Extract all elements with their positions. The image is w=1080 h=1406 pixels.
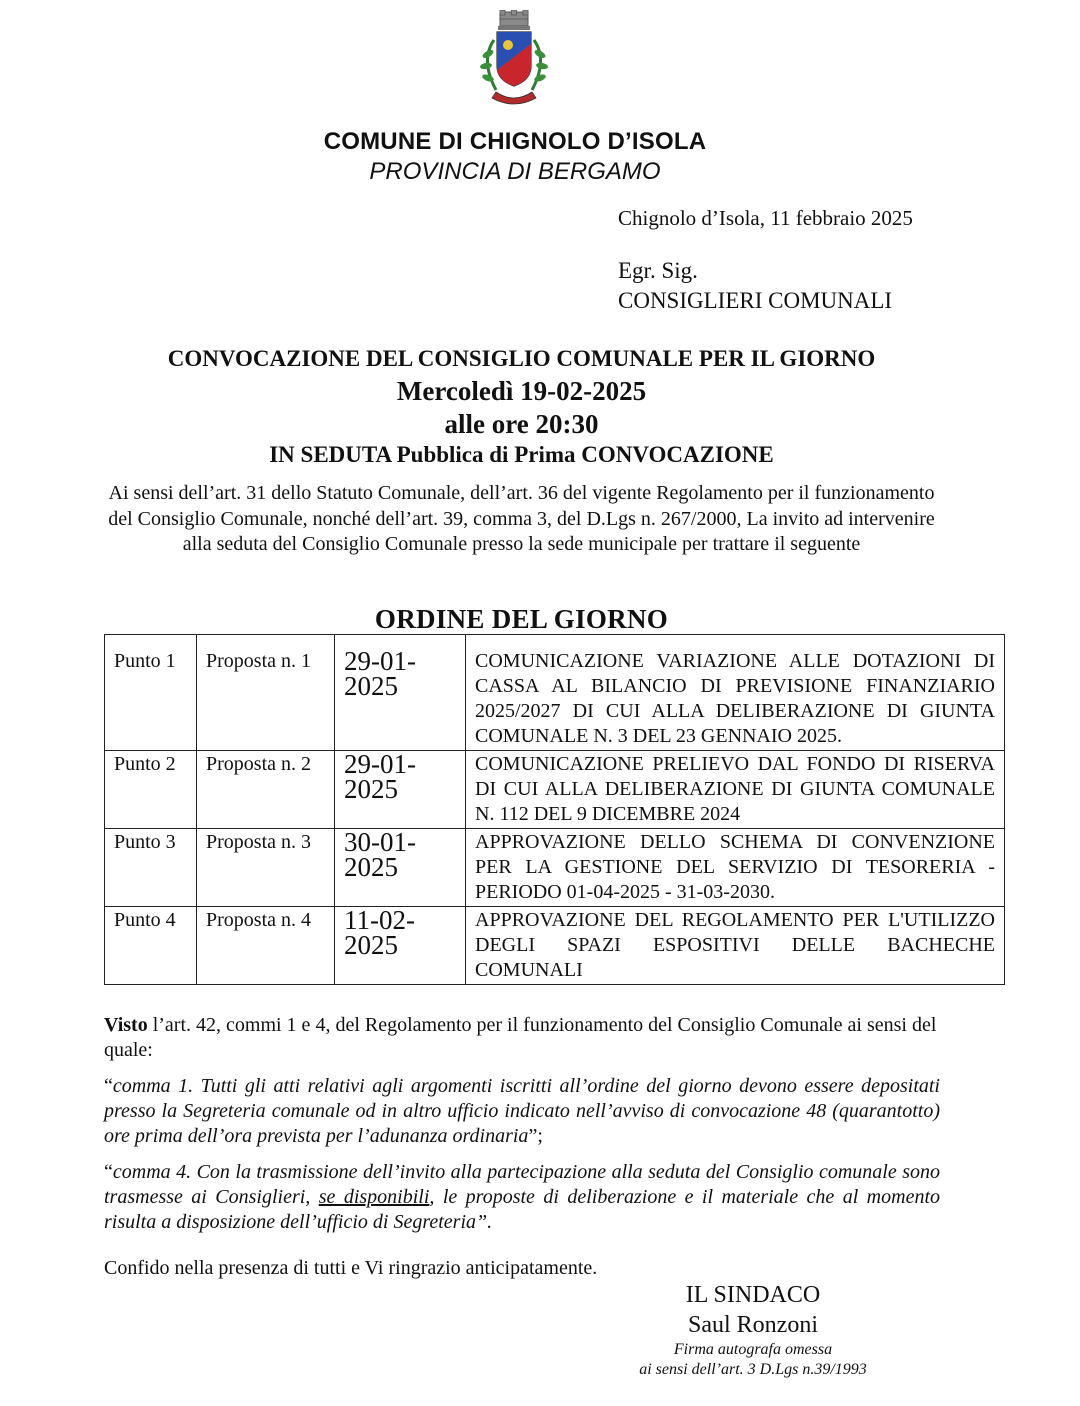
agenda-description: APPROVAZIONE DEL REGOLAMENTO PER L'UTILIZZO DEGLI SPAZI ESPOSITIVI DELLE BACHECHE COMUNALI [466, 907, 1005, 985]
agenda-date: 30-01-2025 [335, 829, 466, 907]
agenda-punto: Punto 1 [105, 635, 197, 751]
agenda-proposta: Proposta n. 1 [197, 635, 335, 751]
agenda-description: COMUNICAZIONE VARIAZIONE ALLE DOTAZIONI DI CASSA AL BILANCIO DI PREVISIONE FINANZIARIO 2025/2027 DI CUI ALLA DELIBERAZIONE DI GIUNTA COMUNALE N. 3 DEL 23 GENNAIO 2025. [466, 635, 1005, 751]
closing-sentence: Confido nella presenza di tutti e Vi ringrazio anticipatamente. [104, 1257, 598, 1279]
convocation-title: CONVOCAZIONE DEL CONSIGLIO COMUNALE PER IL GIORNO [167, 346, 876, 371]
agenda-description: COMUNICAZIONE PRELIEVO DAL FONDO DI RISERVA DI CUI ALLA DELIBERAZIONE DI GIUNTA COMUNALE N. 112 DEL 9 DICEMBRE 2024 [466, 751, 1005, 829]
agenda-date: 11-02-2025 [335, 907, 466, 985]
session-type: IN SEDUTA Pubblica di Prima CONVOCAZIONE [269, 442, 774, 467]
comma-4-text-b: , le proposte di deliberazione e il materiale che al momento risulta a disposizione dell’ufficio di Segreteria”. [104, 1186, 941, 1233]
agenda-date: 29-01-2025 [335, 751, 466, 829]
quote-close: ”; [528, 1125, 543, 1147]
convocation-date: Mercoledì 19-02-2025 [396, 376, 647, 406]
visto-text: l’art. 42, commi 1 e 4, del Regolamento per il funzionamento del Consiglio Comunale ai sensi del quale: [104, 1014, 937, 1061]
agenda-table [104, 634, 1005, 985]
table-row [105, 907, 1005, 985]
signature-note: Firma autografa omessa [673, 1341, 833, 1358]
visto-paragraph [104, 1013, 940, 1063]
comma-4-underlined: se disponibili [318, 1186, 430, 1208]
table-row [105, 635, 1005, 751]
place-date: Chignolo d’Isola, 11 febbraio 2025 [618, 206, 913, 230]
agenda-proposta: Proposta n. 4 [197, 907, 335, 985]
comma-1-text: comma 1. Tutti gli atti relativi agli argomenti iscritti all’ordine del giorno devono essere depositati presso la Segreteria comunale od in altro ufficio indicato nell’avviso di convocazione 48 (quarantotto) ore prima dell’ora prevista per l’adunanza ordinaria [104, 1075, 940, 1147]
agenda-proposta: Proposta n. 3 [197, 829, 335, 907]
quote-open: “ [104, 1161, 113, 1183]
convocation-time: alle ore 20:30 [444, 409, 599, 439]
signature-name: Saul Ronzoni [688, 1312, 818, 1338]
comma-4-text-a: comma 4. Con la trasmissione dell’invito alla partecipazione alla seduta del Consiglio comunale sono trasmesse ai Consiglieri, [104, 1161, 940, 1208]
agenda-date: 29-01-2025 [335, 635, 466, 751]
province-name: PROVINCIA DI BERGAMO [369, 158, 661, 185]
table-row [105, 751, 1005, 829]
comune-crest-icon [466, 10, 562, 114]
agenda-punto: Punto 4 [105, 907, 197, 985]
quote-open: “ [104, 1075, 113, 1097]
signature-title: IL SINDACO [685, 1282, 821, 1308]
agenda-description: APPROVAZIONE DELLO SCHEMA DI CONVENZIONE PER LA GESTIONE DEL SERVIZIO DI TESORERIA - PERIODO 01-04-2025 - 31-03-2030. [466, 829, 1005, 907]
agenda-punto: Punto 2 [105, 751, 197, 829]
signature-note-law: ai sensi dell’art. 3 D.Lgs n.39/1993 [639, 1361, 867, 1378]
agenda-punto: Punto 3 [105, 829, 197, 907]
visto-lead: Visto [104, 1014, 148, 1036]
comma-4-quote [104, 1160, 940, 1235]
recipient-salutation: Egr. Sig. [618, 258, 698, 283]
agenda-proposta: Proposta n. 2 [197, 751, 335, 829]
table-row [105, 829, 1005, 907]
agenda-title: ORDINE DEL GIORNO [374, 604, 669, 634]
intro-paragraph: Ai sensi dell’art. 31 dello Statuto Comunale, dell’art. 36 del vigente Regolamento per il funzionamento del Consiglio Comunale, nonché dell’art. 39, comma 3, del D.Lgs n. 267/2000, La invito ad intervenire alla seduta del Consiglio Comunale presso la sede municipale per trattare il seguente [108, 482, 935, 555]
recipient-name: CONSIGLIERI COMUNALI [618, 288, 893, 313]
comma-1-quote [104, 1074, 940, 1149]
comune-name: COMUNE DI CHIGNOLO D’ISOLA [323, 128, 707, 155]
